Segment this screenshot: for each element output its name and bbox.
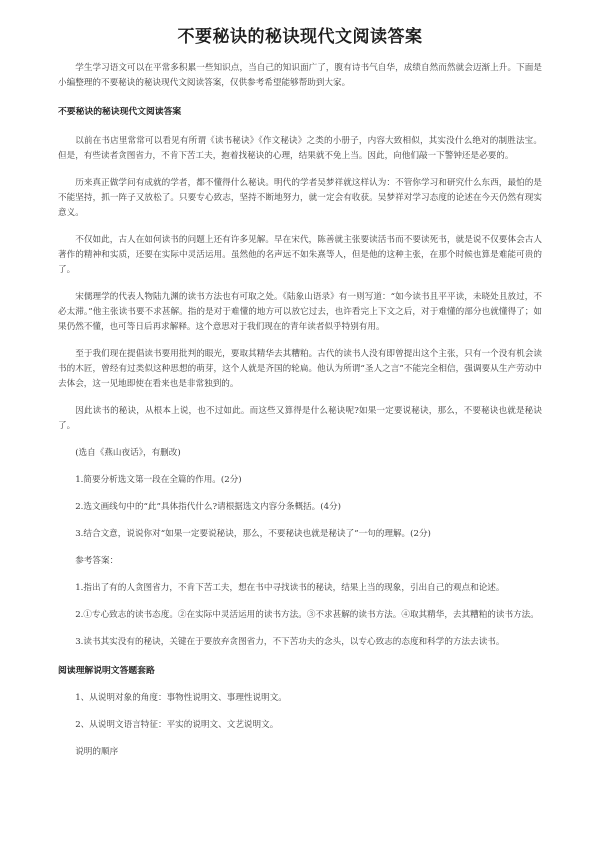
article-paragraph: 以前在书店里常常可以看见有所谓《读书秘诀》《作文秘诀》之类的小册子，内容大致相似，其实没什么绝对的制胜法宝。但是，有些读者贪图省力，不肯下苦工夫，抱着找秘诀的心理，结果就不免上当。因此，向他们敲一下警钟还是必要的。: [58, 136, 542, 161]
method-item: 说明的顺序: [75, 747, 119, 757]
article-paragraph: 历来真正做学问有成就的学者，都不懂得什么秘诀。明代的学者吴梦祥就这样认为：不管你学习和研究什么东西，最怕的是不能坚持，抓一阵子又放松了。只要专心致志，坚持不断地努力，就一定会有收获。吴梦祥对学习态度的论述在今天仍然有现实意义。: [58, 178, 542, 218]
document-title: 不要秘诀的秘诀现代文阅读答案: [177, 27, 423, 47]
answer-item: 1.指出了有的人贪图省力，不肯下苦工夫，想在书中寻找读书的秘诀，结果上当的现象，引出自己的观点和论述。: [75, 583, 505, 593]
source-note: (选自《燕山夜话》，有删改): [75, 448, 181, 458]
answer-item: 2.①专心致志的读书态度。②在实际中灵活运用的读书方法。③不求甚解的读书方法。④取其精华，去其糟粕的读书方法。: [75, 610, 539, 620]
answer-item: 3.读书其实没有的秘诀，关键在于要放弃贪图省力，不下苦功夫的念头，以专心致志的态度和科学的方法去读书。: [75, 637, 505, 647]
question-item: 3.结合文意，说说你对“如果一定要说秘诀，那么，不要秘诀也就是秘诀了”一句的理解。(2分): [75, 529, 431, 539]
article-paragraph: 至于我们现在提倡读书要用批判的眼光，要取其精华去其糟粕。古代的读书人没有即曾提出这个主张，只有一个没有机会读书的木匠，曾经有过类似这种思想的萌芽，这个人就是齐国的轮扁。他认为所谓“圣人之言”不能完全相信，强调要从生产劳动中去体会，这一见地即使在看来也是非常独到的。: [58, 349, 542, 389]
question-item: 1.简要分析选文第一段在全篇的作用。(2分): [75, 475, 242, 485]
method-item: 2、从说明文语言特征：平实的说明文、文艺说明文。: [75, 720, 279, 730]
section-heading-answers: 不要秘诀的秘诀现代文阅读答案: [58, 107, 182, 117]
method-item: 1、从说明对象的角度：事物性说明文、事理性说明文。: [75, 693, 287, 703]
section-heading-method: 阅读理解说明文答题套路: [58, 666, 155, 676]
question-item: 2.选文画线句中的“此”具体指代什么?请根据选文内容分条概括。(4分): [75, 502, 341, 512]
article-paragraph: 宋儒理学的代表人物陆九渊的读书方法也有可取之处。《陆象山语录》有一则写道：“如今读书且平平读，未晓处且放过，不必太滞。”他主张读书要不求甚解。指的是对于难懂的地方可以放它过去，也许看完上下文之后，对于难懂的部分也就懂得了；如果仍然不懂，也可等日后再求解释。这个意思对于我们现在的青年读者似乎特别有用。: [58, 292, 542, 332]
article-paragraph: 不仅如此，古人在如何读书的问题上还有许多见解。早在宋代，陈善就主张要读活书而不要读死书，就是说不仅要体会古人著作的精神和实质，还要在实际中灵活运用。虽然他的名声远不如朱熹等人，但是他的这种主张，在那个时候也算是难能可贵的了。: [58, 235, 542, 275]
intro-paragraph: 学生学习语文可以在平常多积累一些知识点，当自己的知识面广了，腹有诗书气自华，成绩自然而然就会迈渐上升。下面是小编整理的不要秘诀的秘诀现代文阅读答案，仅供参考希望能够帮助到大家。: [58, 63, 542, 88]
article-paragraph: 因此读书的秘诀，从根本上说，也不过如此。而这些又算得是什么秘诀呢?如果一定要说秘诀，那么，不要秘诀也就是秘诀了。: [58, 406, 542, 431]
answers-heading: 参考答案：: [75, 556, 119, 566]
